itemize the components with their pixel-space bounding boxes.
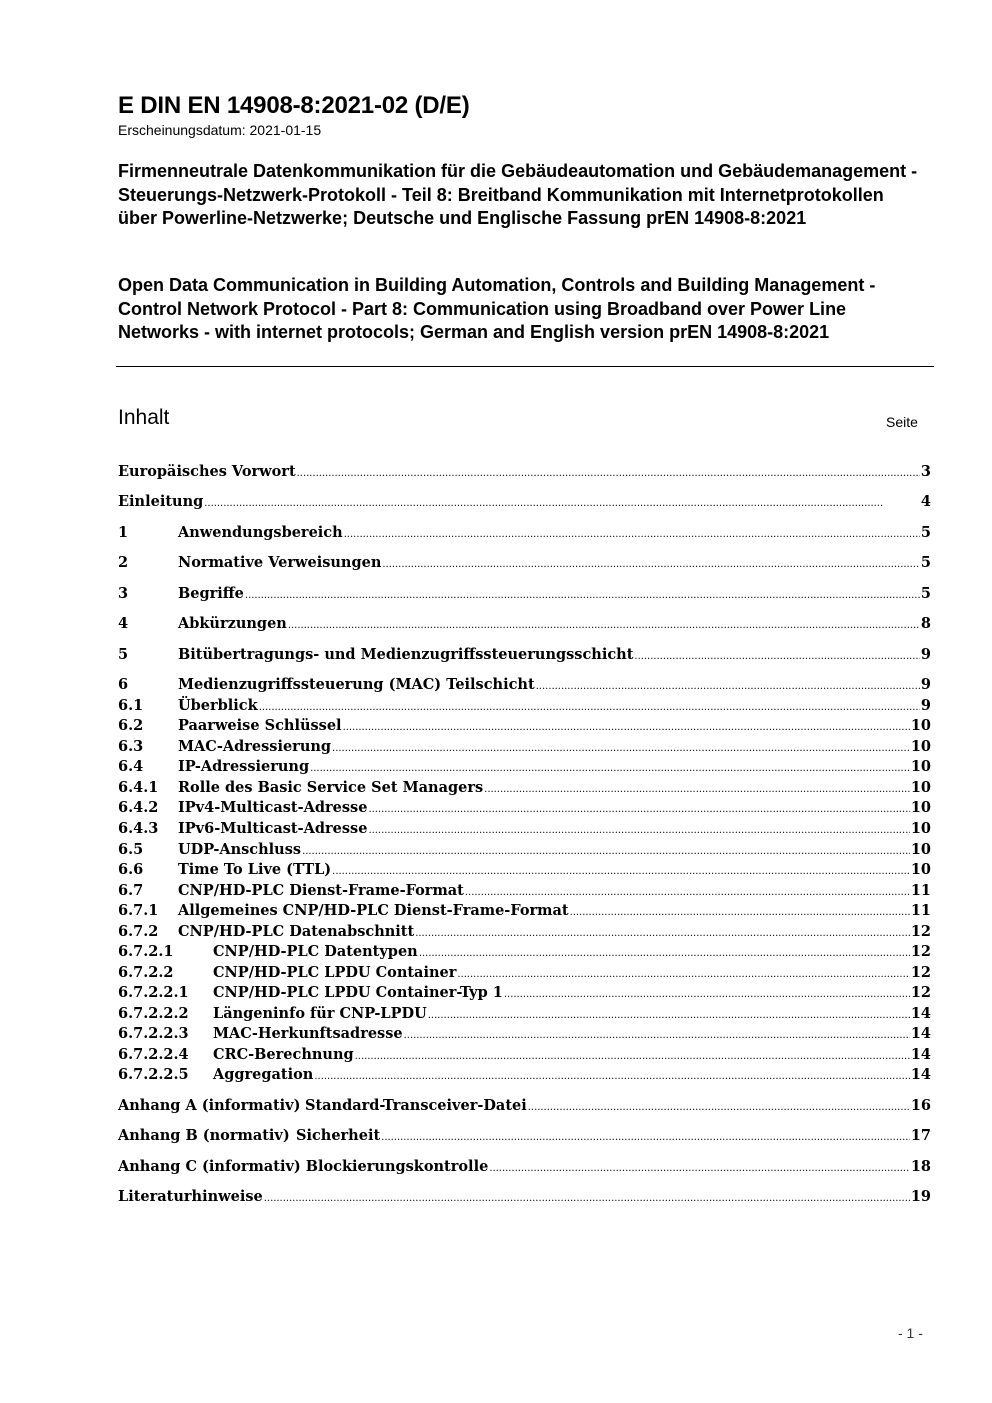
toc-entry-number: 6.3 — [118, 738, 144, 755]
toc-entry-number: 6.4.3 — [118, 820, 159, 837]
toc-entry-page: 5 — [920, 524, 931, 541]
toc-entry-number: 6.6 — [118, 861, 144, 878]
toc-entry-label: CRC-Berechnung — [213, 1046, 354, 1063]
toc-leader — [355, 1051, 910, 1062]
toc-entry-6-2[interactable] — [118, 717, 931, 737]
toc-leader — [465, 887, 910, 898]
toc-entry-label: CNP/HD-PLC Datenabschnitt — [178, 923, 415, 940]
toc-entry-number: 6.1 — [118, 697, 144, 714]
toc-entry-page: 10 — [910, 861, 931, 878]
toc-entry-6-7-2-2-3[interactable] — [118, 1025, 931, 1045]
toc-entry-page: 14 — [910, 1066, 931, 1083]
toc-entry-6-3[interactable] — [118, 738, 931, 758]
toc-entry-number: 5 — [118, 646, 129, 663]
toc-entry-1[interactable] — [118, 524, 931, 544]
toc-entry-number: 6.7 — [118, 882, 144, 899]
toc-entry-label: CNP/HD-PLC Datentypen — [213, 943, 418, 960]
toc-entry-label: Abkürzungen — [178, 615, 287, 632]
toc-leader — [332, 743, 910, 754]
toc-entry-page: 10 — [910, 799, 931, 816]
toc-entry-label: Einleitung — [118, 493, 204, 510]
toc-leader — [332, 866, 910, 877]
toc-entry-page: 10 — [910, 841, 931, 858]
title-divider — [116, 366, 934, 367]
toc-entry-label: IPv4-Multicast-Adresse — [178, 799, 368, 816]
toc-entry-6-6[interactable] — [118, 861, 931, 881]
toc-leader — [302, 846, 910, 857]
toc-entry-label: Time To Live (TTL) — [178, 861, 332, 878]
toc-leader — [404, 1030, 910, 1041]
toc-leader — [570, 907, 910, 918]
toc-entry-page: 12 — [910, 964, 931, 981]
toc-entry-label: Sicherheit — [295, 1127, 381, 1144]
toc-entry-page: 18 — [910, 1158, 931, 1175]
toc-entry-page: 10 — [910, 758, 931, 775]
toc-entry-label: Normative Verweisungen — [178, 554, 382, 571]
toc-entry-6-7-2-2-4[interactable] — [118, 1046, 931, 1066]
toc-leader — [310, 763, 910, 774]
toc-entry-page: 14 — [910, 1005, 931, 1022]
toc-entry-number: 1 — [118, 524, 129, 541]
toc-entry-6-7-2-2-5[interactable] — [118, 1066, 931, 1086]
toc-entry-label: Rolle des Basic Service Set Managers — [178, 779, 484, 796]
toc-entry-label: CNP/HD-PLC LPDU Container-Typ 1 — [213, 984, 503, 1001]
toc-entry-label: Blockierungskontrolle — [305, 1158, 489, 1175]
toc-entry-label: Bitübertragungs- und Medienzugriffssteuerungsschicht — [178, 646, 634, 663]
toc-entry-6-7[interactable] — [118, 882, 931, 902]
toc-entry-page: 9 — [920, 676, 931, 693]
toc-entry-6-4-3[interactable] — [118, 820, 931, 840]
toc-entry-number: 6.7.2.2.5 — [118, 1066, 189, 1083]
toc-entry-6[interactable] — [118, 676, 931, 696]
toc-entry-vorwort[interactable] — [118, 463, 931, 483]
toc-leader — [484, 784, 910, 795]
toc-leader — [536, 681, 920, 692]
toc-entry-label: IPv6-Multicast-Adresse — [178, 820, 368, 837]
toc-entry-label: Längeninfo für CNP-LPDU — [213, 1005, 427, 1022]
toc-entry-6-7-2-2-2[interactable] — [118, 1005, 931, 1025]
toc-leader — [415, 928, 910, 939]
toc-entry-page: 12 — [910, 943, 931, 960]
toc-entry-page: 12 — [910, 984, 931, 1001]
toc-entry-label: Begriffe — [178, 585, 244, 602]
toc-leader — [634, 651, 919, 662]
toc-page-heading: Seite — [886, 414, 918, 430]
toc-entry-6-4-2[interactable] — [118, 799, 931, 819]
toc-entry-label: UDP-Anschluss — [178, 841, 302, 858]
toc-entry-label: Literaturhinweise — [118, 1188, 263, 1205]
toc-entry-6-7-2-2-1[interactable] — [118, 984, 931, 1004]
toc-entry-6-4-1[interactable] — [118, 779, 931, 799]
toc-entry-page: 5 — [920, 554, 931, 571]
toc-entry-annex-b[interactable] — [118, 1127, 931, 1147]
toc-entry-number: 6.2 — [118, 717, 144, 734]
toc-entry-label: Überblick — [178, 697, 258, 714]
toc-annex-number: Anhang B (normativ) — [118, 1127, 290, 1144]
toc-entry-label: Europäisches Vorwort — [118, 463, 296, 480]
toc-entry-page: 10 — [910, 820, 931, 837]
toc-entry-6-4[interactable] — [118, 758, 931, 778]
toc-leader — [314, 1071, 909, 1082]
toc-entry-number: 6 — [118, 676, 129, 693]
toc-entry-number: 4 — [118, 615, 129, 632]
toc-annex-number: Anhang C (informativ) — [118, 1158, 301, 1175]
toc-leader — [245, 590, 920, 601]
title-english: Open Data Communication in Building Automation, Controls and Building Management - Control Network Protocol - Part 8: Communication using Broadband over Power Line Networks - with internet protocols; German and English version prEN 14908-8:2021 — [118, 275, 876, 342]
toc-entry-number: 2 — [118, 554, 129, 571]
toc-entry-number: 6.7.2.2.4 — [118, 1046, 189, 1063]
publication-date: Erscheinungsdatum: 2021-01-15 — [118, 122, 322, 138]
toc-leader — [297, 468, 920, 479]
toc-leader — [382, 559, 920, 570]
toc-entry-6-1[interactable] — [118, 697, 931, 717]
toc-entry-page: 4 — [920, 493, 931, 510]
toc-entry-page: 5 — [920, 585, 931, 602]
toc-heading: Inhalt — [118, 406, 170, 429]
toc-leader — [504, 989, 910, 1000]
toc-entry-number: 6.5 — [118, 841, 144, 858]
toc-entry-6-5[interactable] — [118, 841, 931, 861]
toc-entry-label: Medienzugriffssteuerung (MAC) Teilschicht — [178, 676, 535, 693]
toc-entry-3[interactable] — [118, 585, 931, 605]
toc-entry-number: 3 — [118, 585, 129, 602]
toc-entry-page: 10 — [910, 779, 931, 796]
toc-leader — [288, 620, 920, 631]
toc-entry-label: Allgemeines CNP/HD-PLC Dienst-Frame-Format — [178, 902, 569, 919]
page-number: - 1 - — [898, 1325, 923, 1341]
toc-entry-page: 12 — [910, 923, 931, 940]
toc-entry-page: 8 — [920, 615, 931, 632]
toc-entry-number: 6.7.2.2.2 — [118, 1005, 189, 1022]
title-german: Firmenneutrale Datenkommunikation für die Gebäudeautomation und Gebäudemanagement - Steuerungs-Netzwerk-Protokoll - Teil 8: Breitband Kommunikation mit Internetprotokollen über Powerline-Netzwerke; Deutsche und Englische Fassung prEN 14908-8:2021 — [118, 161, 918, 228]
toc-entry-number: 6.7.2.1 — [118, 943, 174, 960]
toc-entry-label: IP-Adressierung — [178, 758, 310, 775]
toc-entry-einleitung[interactable] — [118, 493, 931, 513]
toc-leader — [489, 1163, 910, 1174]
toc-leader — [368, 825, 909, 836]
toc-entry-label: MAC-Adressierung — [178, 738, 332, 755]
toc-entry-page: 9 — [920, 697, 931, 714]
toc-entry-label: Standard-Transceiver-Datei — [304, 1097, 527, 1114]
toc-leader — [259, 702, 920, 713]
toc-entry-page: 16 — [910, 1097, 931, 1114]
toc-entry-label: Aggregation — [213, 1066, 314, 1083]
toc-annex-number: Anhang A (informativ) — [118, 1097, 301, 1114]
toc-leader — [343, 722, 910, 733]
toc-entry-number: 6.4.1 — [118, 779, 159, 796]
toc-entry-page: 3 — [920, 463, 931, 480]
toc-leader — [264, 1193, 910, 1204]
toc-entry-label: Anwendungsbereich — [178, 524, 343, 541]
toc-leader — [344, 529, 920, 540]
toc-entry-annex-c[interactable] — [118, 1158, 931, 1178]
toc-entry-page: 11 — [910, 902, 931, 919]
toc-entry-number: 6.7.2 — [118, 923, 159, 940]
toc-entry-5[interactable] — [118, 646, 931, 666]
toc-entry-page: 14 — [910, 1046, 931, 1063]
toc-leader — [419, 948, 910, 959]
toc-leader — [368, 804, 909, 815]
toc-entry-6-7-1[interactable] — [118, 902, 931, 922]
toc-entry-number: 6.7.2.2.3 — [118, 1025, 189, 1042]
toc-entry-page: 10 — [910, 738, 931, 755]
toc-entry-4[interactable] — [118, 615, 931, 635]
toc-entry-2[interactable] — [118, 554, 931, 574]
toc-leader — [428, 1010, 910, 1021]
toc-entry-number: 6.4.2 — [118, 799, 159, 816]
toc-leader — [528, 1102, 910, 1113]
toc-entry-page: 17 — [910, 1127, 931, 1144]
toc-entry-6-7-2-1[interactable] — [118, 943, 931, 963]
toc-leader — [381, 1132, 910, 1143]
toc-leader — [204, 498, 920, 509]
toc-entry-6-7-2[interactable] — [118, 923, 931, 943]
toc-entry-label: CNP/HD-PLC LPDU Container — [213, 964, 457, 981]
toc-entry-number: 6.7.2.2 — [118, 964, 174, 981]
toc-entry-number: 6.7.2.2.1 — [118, 984, 189, 1001]
toc-entry-literatur[interactable] — [118, 1188, 931, 1208]
toc-entry-number: 6.7.1 — [118, 902, 159, 919]
toc-entry-number: 6.4 — [118, 758, 144, 775]
toc-entry-6-7-2-2[interactable] — [118, 964, 931, 984]
toc-entry-page: 19 — [910, 1188, 931, 1205]
document-id: E DIN EN 14908-8:2021-02 (D/E) — [118, 92, 470, 119]
toc-leader — [457, 969, 909, 980]
toc-entry-page: 9 — [920, 646, 931, 663]
toc-entry-label: CNP/HD-PLC Dienst-Frame-Format — [178, 882, 464, 899]
toc-entry-page: 10 — [910, 717, 931, 734]
toc-entry-label: MAC-Herkunftsadresse — [213, 1025, 403, 1042]
toc-entry-page: 11 — [910, 882, 931, 899]
toc-entry-annex-a[interactable] — [118, 1097, 931, 1117]
toc-entry-page: 14 — [910, 1025, 931, 1042]
toc-entry-label: Paarweise Schlüssel — [178, 717, 342, 734]
